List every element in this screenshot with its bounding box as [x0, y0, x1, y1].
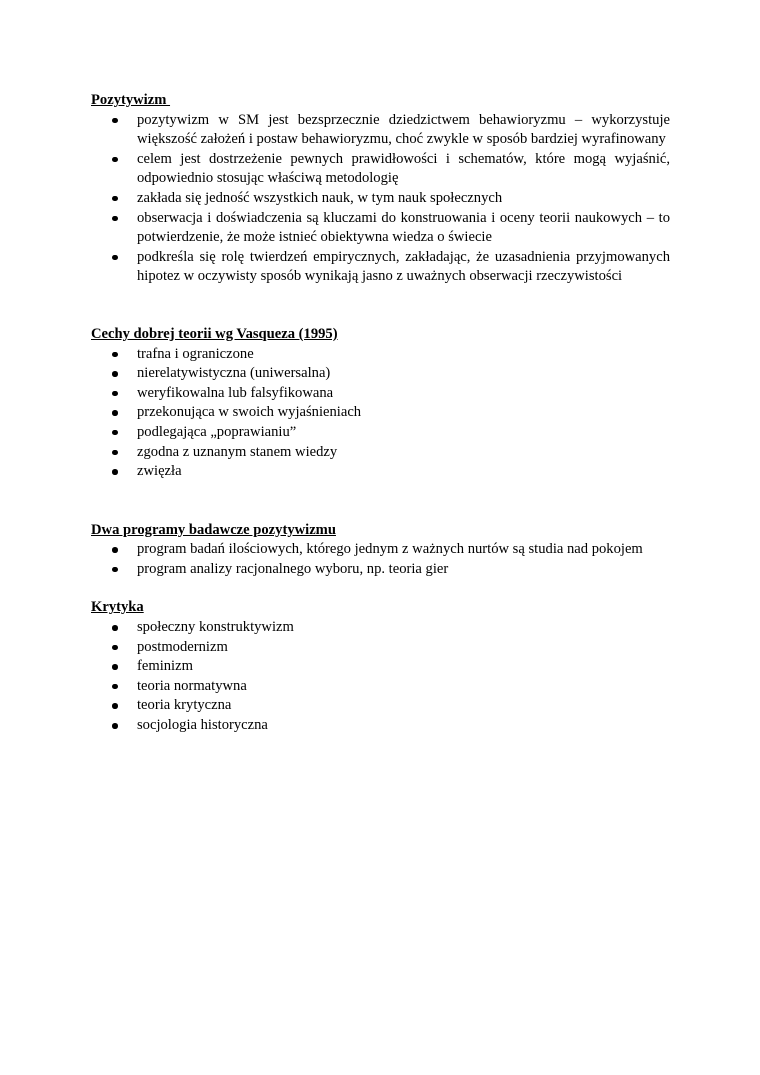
spacer [91, 287, 670, 325]
bullet-list [91, 540, 670, 579]
spacer [91, 579, 670, 598]
section-cechy-dobrej-teorii [91, 325, 670, 482]
list-item: postmodernizm [137, 638, 670, 658]
bullet-list [91, 345, 670, 482]
list-item: teoria normatywna [137, 677, 670, 697]
list-item: obserwacja i doświadczenia są kluczami do konstruowania i oceny teorii naukowych – to potwierdzenie, że może istnieć obiektywna wiedza o świecie [137, 209, 670, 248]
bullet-list [91, 111, 670, 287]
list-item: podkreśla się rolę twierdzeń empirycznych, zakładając, że uzasadnienia przyjmowanych hipotez w oczywisty sposób wynikają jasno z uważnych obserwacji rzeczywistości [137, 248, 670, 287]
list-item: program badań ilościowych, którego jednym z ważnych nurtów są studia nad pokojem [137, 540, 670, 560]
section-pozytywizm [91, 91, 670, 287]
section-heading: Krytyka [91, 599, 144, 616]
section-dwa-programy [91, 521, 670, 580]
list-item: trafna i ograniczone [137, 345, 670, 365]
list-item: weryfikowalna lub falsyfikowana [137, 384, 670, 404]
section-heading: Cechy dobrej teorii wg Vasqueza (1995) [91, 325, 338, 342]
list-item: podlegająca „poprawianiu” [137, 423, 670, 443]
list-item: feminizm [137, 657, 670, 677]
list-item: nierelatywistyczna (uniwersalna) [137, 364, 670, 384]
section-heading: Dwa programy badawcze pozytywizmu [91, 521, 336, 538]
list-item: społeczny konstruktywizm [137, 618, 670, 638]
list-item: zgodna z uznanym stanem wiedzy [137, 443, 670, 463]
list-item: przekonująca w swoich wyjaśnieniach [137, 403, 670, 423]
spacer [91, 482, 670, 521]
list-item: zwięzła [137, 462, 670, 482]
section-krytyka [91, 598, 670, 735]
list-item: zakłada się jedność wszystkich nauk, w tym nauk społecznych [137, 189, 670, 209]
list-item: socjologia historyczna [137, 716, 670, 736]
section-heading: Pozytywizm [91, 92, 171, 108]
bullet-list [91, 618, 670, 736]
list-item: pozytywizm w SM jest bezsprzecznie dziedzictwem behawioryzmu – wykorzystuje większość założeń i postaw behawioryzmu, choć zwykle w sposób bardziej wyrafinowany [137, 111, 670, 150]
list-item: celem jest dostrzeżenie pewnych prawidłowości i schematów, które mogą wyjaśnić, odpowiednio stosując właściwą metodologię [137, 150, 670, 189]
document-page [91, 91, 670, 736]
list-item: teoria krytyczna [137, 696, 670, 716]
list-item: program analizy racjonalnego wyboru, np. teoria gier [137, 560, 670, 580]
